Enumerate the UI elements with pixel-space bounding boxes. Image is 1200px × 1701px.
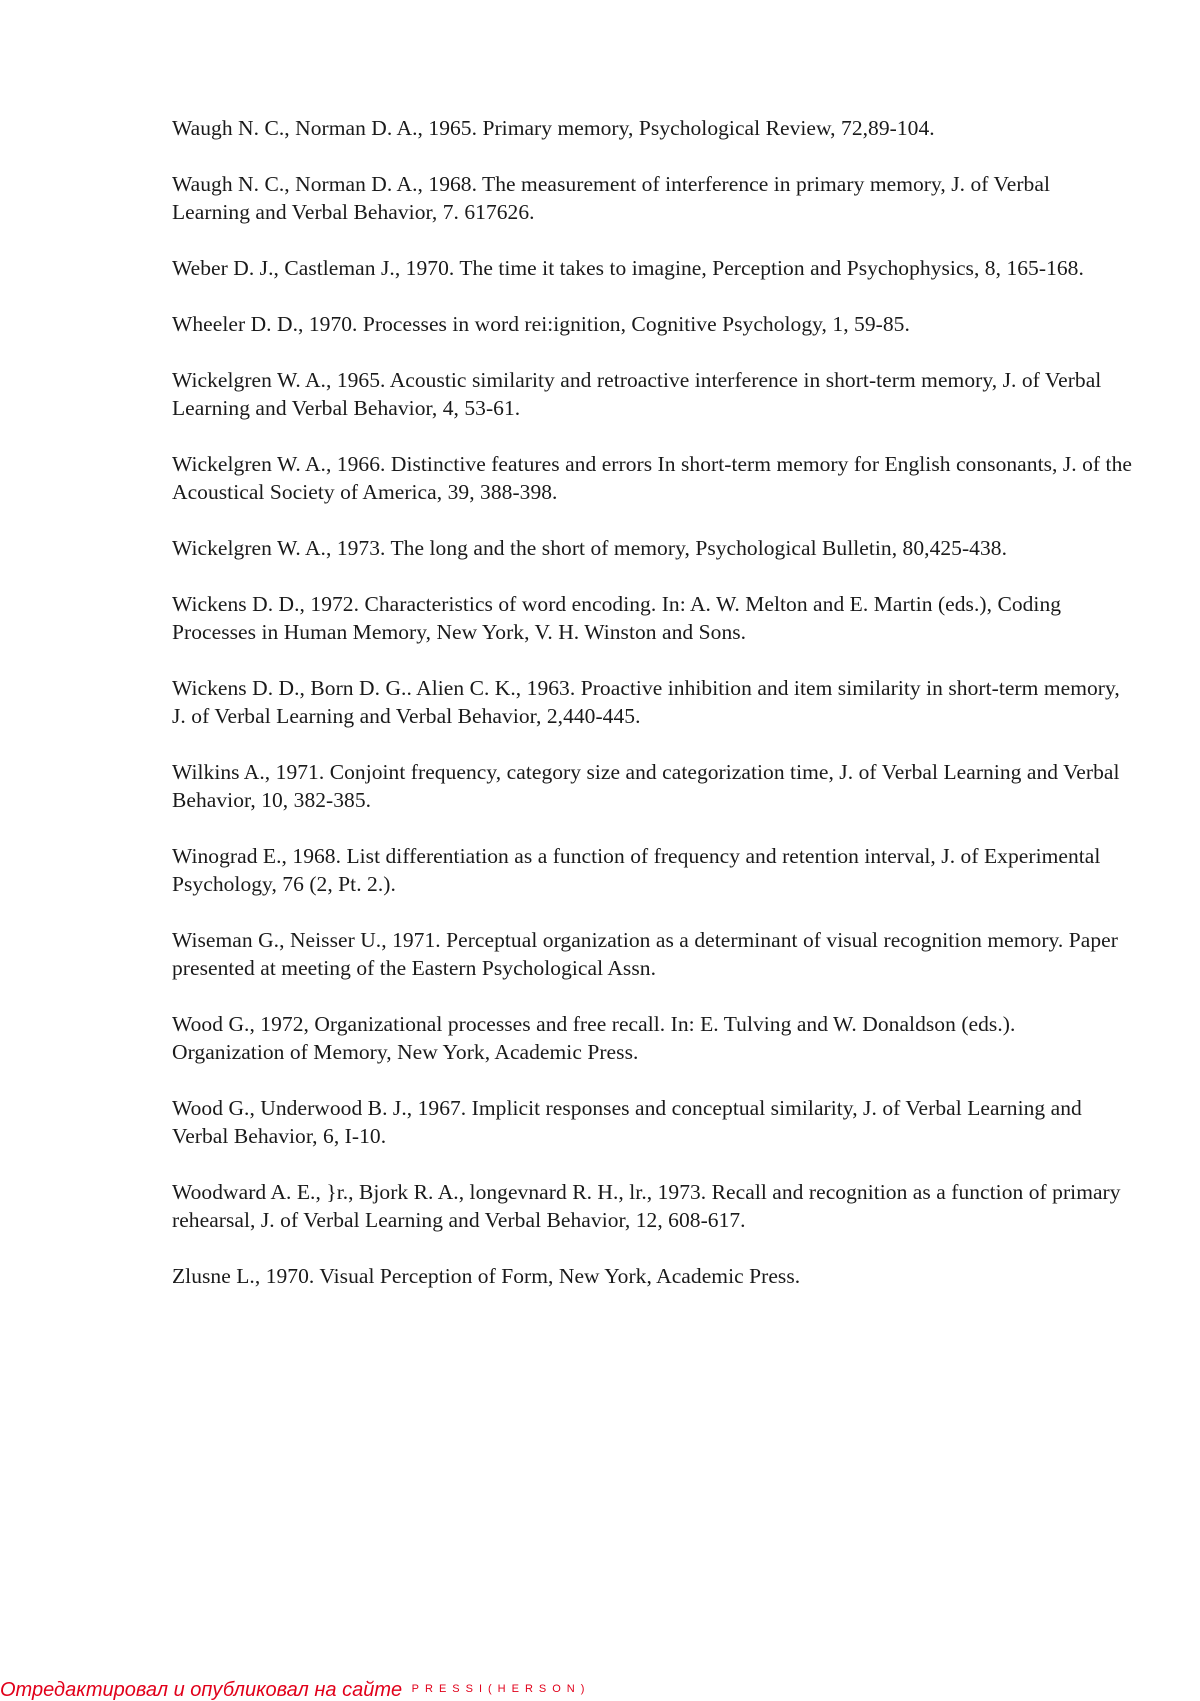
reference-item: Woodward A. E., }r., Bjork R. A., longevnard R. H., lr., 1973. Recall and recognition as a function of primary rehearsal, J. of Verbal Learning and Verbal Behavior, 12, 608-617. xyxy=(172,1180,1121,1232)
reference-item: Zlusne L., 1970. Visual Perception of Form, New York, Academic Press. xyxy=(172,1264,801,1288)
reference-item: Winograd E., 1968. List differentiation as a function of frequency and retention interval, J. of Experimental Psychology, 76 (2, Pt. 2.). xyxy=(172,844,1101,896)
reference-item: Weber D. J., Castleman J., 1970. The time it takes to imagine, Perception and Psychophysics, 8, 165-168. xyxy=(172,256,1084,280)
reference-item: Wickens D. D., 1972. Characteristics of word encoding. In: A. W. Melton and E. Martin (eds.), Coding Processes in Human Memory, New York, V. H. Winston and Sons. xyxy=(172,592,1062,644)
reference-item: Waugh N. C., Norman D. A., 1968. The measurement of interference in primary memory, J. of Verbal Learning and Verbal Behavior, 7. 617626. xyxy=(172,172,1050,224)
footer-text: Отредактировал и опубликовал на сайте xyxy=(0,1679,403,1701)
reference-item: Wickelgren W. A., 1973. The long and the short of memory, Psychological Bulletin, 80,425-438. xyxy=(172,536,1008,560)
reference-item: Wiseman G., Neisser U., 1971. Perceptual organization as a determinant of visual recognition memory. Paper presented at meeting of the Eastern Psychological Assn. xyxy=(172,928,1118,980)
document-page xyxy=(172,114,1132,1318)
reference-item: Wickens D. D., Born D. G.. Alien C. K., 1963. Proactive inhibition and item similarity in short-term memory, J. of Verbal Learning and Verbal Behavior, 2,440-445. xyxy=(172,676,1120,728)
reference-item: Wickelgren W. A., 1966. Distinctive features and errors In short-term memory for English consonants, J. of the Acoustical Society of America, 39, 388-398. xyxy=(172,452,1132,504)
reference-list xyxy=(172,114,1132,1290)
reference-item: Wood G., Underwood B. J., 1967. Implicit responses and conceptual similarity, J. of Verbal Learning and Verbal Behavior, 6, I-10. xyxy=(172,1096,1082,1148)
reference-item: Wheeler D. D., 1970. Processes in word rei:ignition, Cognitive Psychology, 1, 59-85. xyxy=(172,312,910,336)
footer-brand-logo: PRESSI(HERSON) xyxy=(411,1683,591,1695)
reference-item: Waugh N. C., Norman D. A., 1965. Primary memory, Psychological Review, 72,89-104. xyxy=(172,116,935,140)
reference-item: Wood G., 1972, Organizational processes and free recall. In: E. Tulving and W. Donaldson (eds.). Organization of Memory, New York, Academic Press. xyxy=(172,1012,1016,1064)
reference-item: Wickelgren W. A., 1965. Acoustic similarity and retroactive interference in short-term memory, J. of Verbal Learning and Verbal Behavior, 4, 53-61. xyxy=(172,368,1102,420)
publisher-footer xyxy=(0,1679,590,1700)
reference-item: Wilkins A., 1971. Conjoint frequency, category size and categorization time, J. of Verbal Learning and Verbal Behavior, 10, 382-385. xyxy=(172,760,1120,812)
